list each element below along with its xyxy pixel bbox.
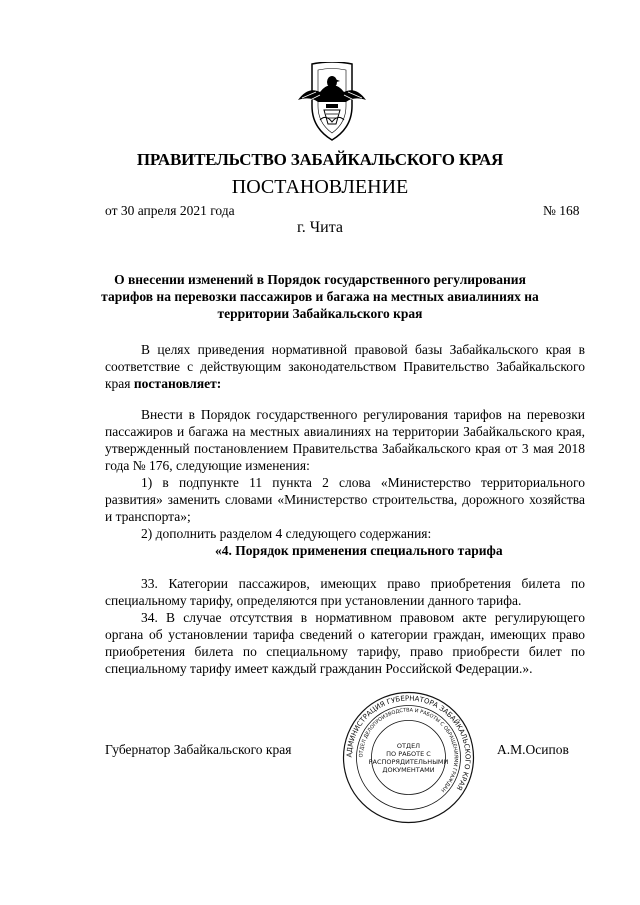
body-intro: Внести в Порядок государственного регулирования тарифов на перевозки пассажиров и багажа на местных авиалиниях на территории Забайкальского края, утвержденный постановлением Правительства Забайкальского края от 3 мая 2018 года № 176, следующие изменения: xyxy=(105,407,585,473)
signatory-name: А.М.Осипов xyxy=(497,742,569,757)
document-type: ПОСТАНОВЛЕНИЕ xyxy=(231,176,409,198)
decree-body xyxy=(105,406,585,559)
paragraph-34: 34. В случае отсутствия в нормативном правовом акте регулирующего органа об установлении тарифа сведений о категории граждан, имеющих право приобретения билета по специальному тарифу, право приобрести билет по специальному тарифу имеет каждый гражданин Российской Федерации.». xyxy=(105,610,585,676)
section-heading: «4. Порядок применения специального тарифа xyxy=(215,543,503,558)
body-item-1: 1) в подпункте 11 пункта 2 слова «Министерство территориального развития» заменить словами «Министерство строительства, дорожного хозяйства и транспорта»; xyxy=(105,475,585,524)
document-date: от 30 апреля 2021 года xyxy=(105,203,235,218)
stamp-outer-text: АДМИНИСТРАЦИЯ ГУБЕРНАТОРА ЗАБАЙКАЛЬСКОГО КРАЯ xyxy=(345,694,472,792)
stamp-center-line-4: ДОКУМЕНТАМИ xyxy=(382,766,435,774)
document-number: № 168 xyxy=(543,203,580,218)
stamp-inner-text: ОТДЕЛ ДЕЛОПРОИЗВОДСТВА И РАБОТЫ С ОБРАЩЕНИЯМИ ГРАЖДАН xyxy=(358,707,459,793)
new-section-text xyxy=(105,575,585,677)
document-title: О внесении изменений в Порядок государственного регулирования тарифов на перевозки пассажиров и багажа на местных авиалиниях на территории Забайкальского края xyxy=(101,272,539,321)
stamp-center-line-1: ОТДЕЛ xyxy=(396,742,421,750)
coat-of-arms-emblem xyxy=(296,62,368,142)
signatory-title: Губернатор Забайкальского края xyxy=(105,742,292,757)
government-name: ПРАВИТЕЛЬСТВО ЗАБАЙКАЛЬСКОГО КРАЯ xyxy=(136,150,504,169)
preamble xyxy=(105,341,585,392)
document-city: г. Чита xyxy=(296,219,343,236)
stamp-center-line-3: РАСПОРЯДИТЕЛЬНЫМИ xyxy=(368,758,449,766)
stamp-center-line-2: ПО РАБОТЕ С xyxy=(386,750,431,758)
body-item-2: 2) дополнить разделом 4 следующего содержания: xyxy=(141,526,432,541)
official-stamp xyxy=(341,690,476,825)
preamble-verb: постановляет: xyxy=(133,376,222,391)
preamble-text: В целях приведения нормативной правовой базы Забайкальского края в соответствие с действующим законодательством Правительство Забайкальского края xyxy=(105,342,585,391)
paragraph-33: 33. Категории пассажиров, имеющих право приобретения билета по специальному тарифу, определяются при установлении данного тарифа. xyxy=(105,576,585,608)
